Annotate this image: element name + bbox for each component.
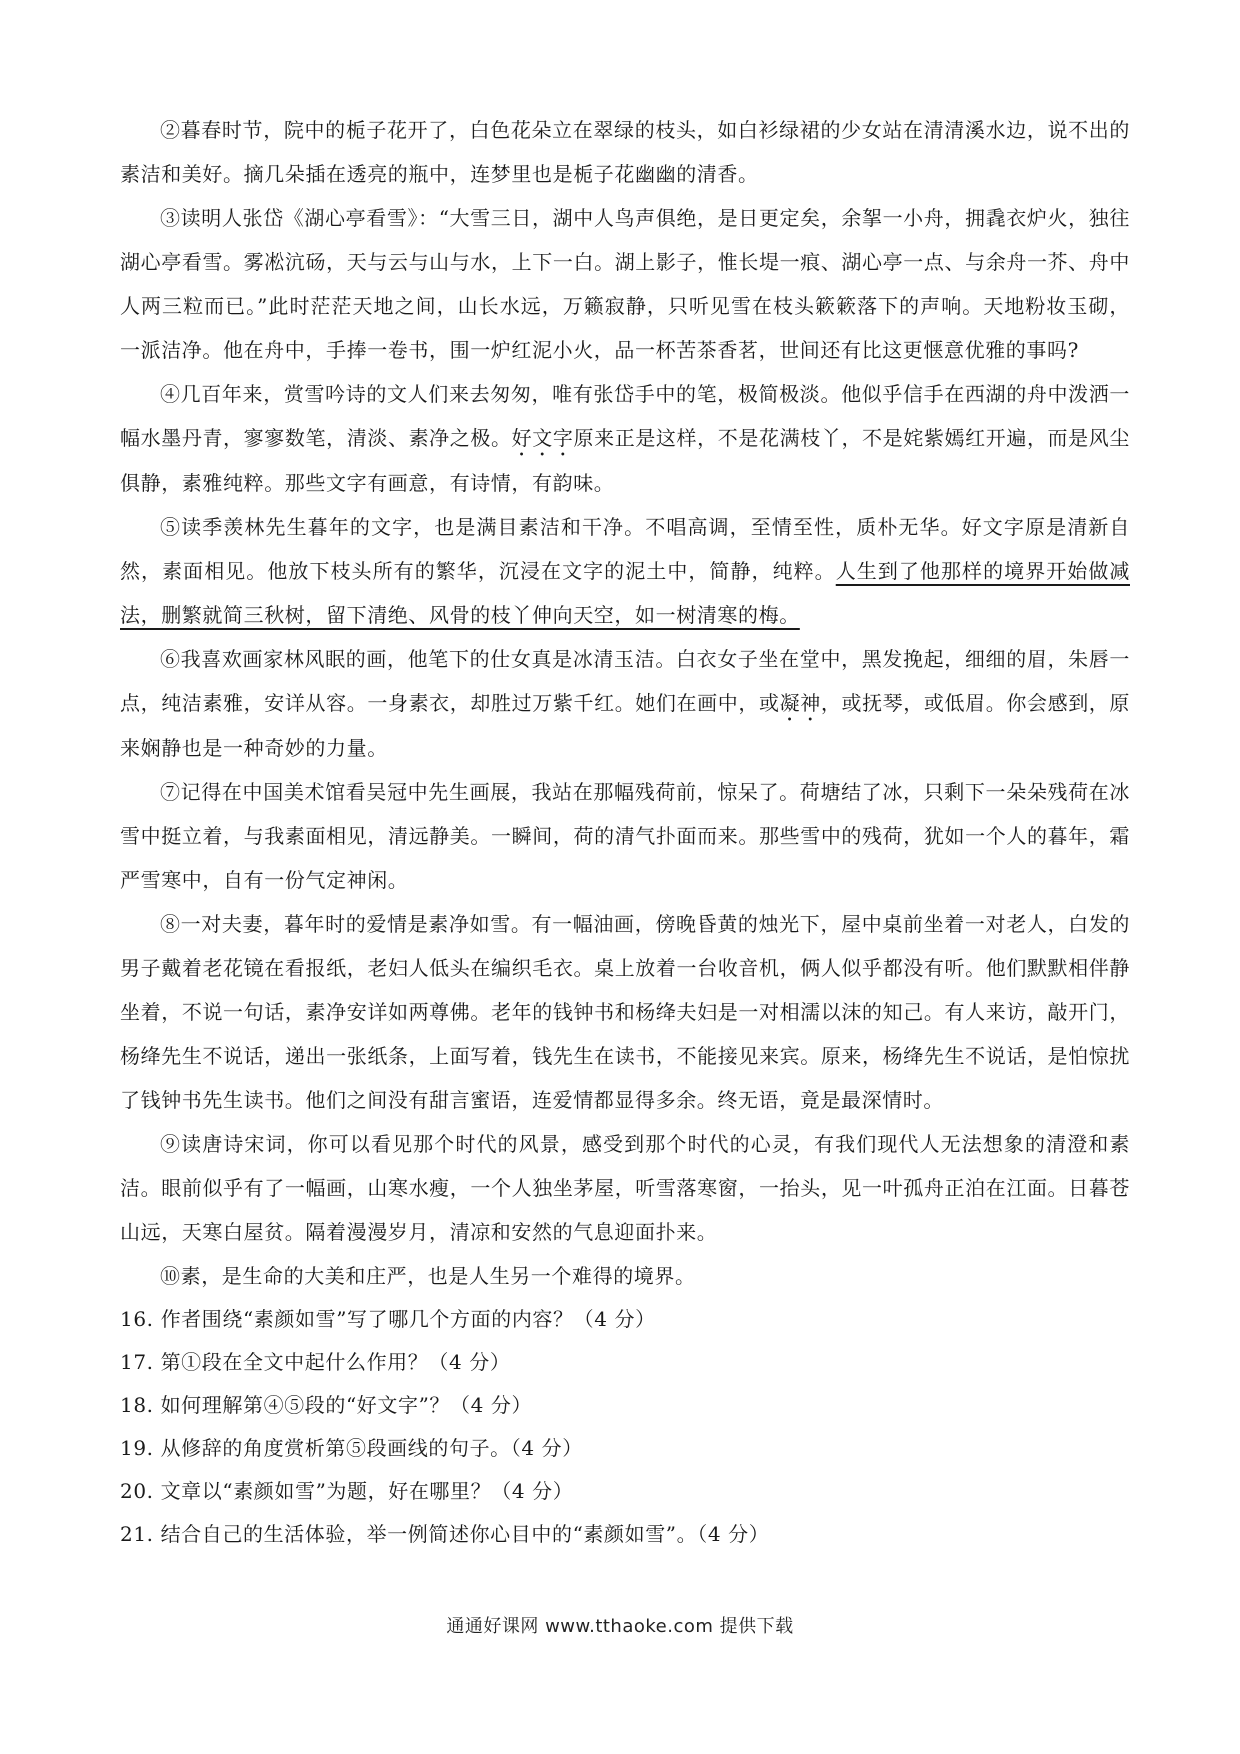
- question-20: 20. 文章以“素颜如雪”为题，好在哪里？（4 分）: [120, 1479, 574, 1503]
- question-18: 18. 如何理解第④⑤段的“好文字”？（4 分）: [120, 1393, 533, 1417]
- paragraph-9: [120, 1122, 1130, 1254]
- paragraph-3-text: ③读明人张岱《湖心亭看雪》：“大雪三日，湖中人鸟声俱绝，是日更定矣，余挐一小舟，拥毳衣炉火，独往湖心亭看雪。雾凇沆砀，天与云与山与水，上下一白。湖上影子，惟长堤一痕、湖心亭一点、与余舟一芥、舟中人两三粒而已。”此时茫茫天地之间，山长水远，万籁寂静，只听见雪在枝头簌簌落下的声响。天地粉妆玉砌，一派洁净。他在舟中，手捧一卷书，围一炉红泥小火，品一杯苦茶香茗，世间还有比这更惬意优雅的事吗?: [120, 206, 1130, 362]
- dotted-emphasis: 好文字: [511, 426, 574, 450]
- paragraph-8-text: ⑧一对夫妻，暮年时的爱情是素净如雪。有一幅油画，傍晚昏黄的烛光下，屋中桌前坐着一对老人，白发的男子戴着老花镜在看报纸，老妇人低头在编织毛衣。桌上放着一台收音机，俩人似乎都没有听。他们默默相伴静坐着，不说一句话，素净安详如两尊佛。老年的钱钟书和杨绛夫妇是一对相濡以沫的知己。有人来访，敲开门，杨绛先生不说话，递出一张纸条，上面写着，钱先生在读书，不能接见来宾。原来，杨绛先生不说话，是怕惊扰了钱钟书先生读书。他们之间没有甜言蜜语，连爱情都显得多余。终无语，竟是最深情时。: [120, 912, 1130, 1112]
- paragraph-5: [120, 505, 1130, 637]
- question-19: 19. 从修辞的角度赏析第⑤段画线的句子。（4 分）: [120, 1436, 583, 1460]
- paragraph-10: [120, 1254, 1130, 1298]
- question-17: 17. 第①段在全文中起什么作用？（4 分）: [120, 1350, 511, 1374]
- paragraph-10-text: ⑩素，是生命的大美和庄严，也是人生另一个难得的境界。: [160, 1264, 696, 1288]
- paragraph-4-text-start: ④几百年来，赏雪吟诗的文人们来去匆匆，唯有张岱手中的笔，极简极淡。他似乎信手在西湖的舟中泼洒一幅水墨丹青，寥寥数笔，清淡、素净之极。: [120, 382, 1130, 450]
- paragraph-4: [120, 372, 1130, 505]
- question-21: 21. 结合自己的生活体验，举一例简述你心目中的“素颜如雪”。（4 分）: [120, 1522, 770, 1546]
- paragraph-7-text: ⑦记得在中国美术馆看吴冠中先生画展，我站在那幅残荷前，惊呆了。荷塘结了冰，只剩下一朵朵残荷在冰雪中挺立着，与我素面相见，清远静美。一瞬间，荷的清气扑面而来。那些雪中的残荷，犹如一个人的暮年，霜严雪寒中，自有一份气定神闲。: [120, 780, 1130, 892]
- document-page: [120, 108, 1130, 1556]
- paragraph-8: [120, 902, 1130, 1122]
- paragraph-5-text: ⑤读季羡林先生暮年的文字，也是满目素洁和干净。不唱高调，至情至性，质朴无华。好文字原是清新自然，素面相见。他放下枝头所有的繁华，沉浸在文字的泥土中，简静，纯粹。: [120, 515, 1130, 583]
- dotted-emphasis: 凝神: [779, 691, 821, 715]
- paragraph-6-text-start: ⑥我喜欢画家林风眠的画，他笔下的仕女真是冰清玉洁。白衣女子坐在堂中，黑发挽起，细细的眉，朱唇一点，纯洁素雅，安详从容。一身素衣，却胜过万紫千红。她们在画中，或: [120, 647, 1130, 715]
- paragraph-2-text: ②暮春时节，院中的栀子花开了，白色花朵立在翠绿的枝头，如白衫绿裙的少女站在清清溪水边，说不出的素洁和美好。摘几朵插在透亮的瓶中，连梦里也是栀子花幽幽的清香。: [120, 118, 1130, 186]
- underlined-sentence: 人生到了他那样的境界开始做减法，删繁就简三秋树，留下清绝、风骨的枝丫伸向天空，如一树清寒的梅。: [120, 559, 1130, 627]
- question-16: 16. 作者围绕“素颜如雪”写了哪几个方面的内容？（4 分）: [120, 1307, 656, 1331]
- paragraph-6: [120, 637, 1130, 770]
- paragraph-4-text-end: 原来正是这样，不是花满枝丫，不是姹紫嫣红开遍，而是风尘俱静，素雅纯粹。那些文字有画意，有诗情，有韵味。: [120, 426, 1130, 495]
- question-list: [120, 1298, 1130, 1556]
- paragraph-2: [120, 108, 1130, 196]
- paragraph-7: [120, 770, 1130, 902]
- paragraph-9-text: ⑨读唐诗宋词，你可以看见那个时代的风景，感受到那个时代的心灵，有我们现代人无法想象的清澄和素洁。眼前似乎有了一幅画，山寒水瘦，一个人独坐茅屋，听雪落寒窗，一抬头，见一叶孤舟正泊在江面。日暮苍山远，天寒白屋贫。隔着漫漫岁月，清凉和安然的气息迎面扑来。: [120, 1132, 1130, 1244]
- page-footer: 通通好课网 www.tthaoke.com 提供下载: [446, 1616, 794, 1637]
- paragraph-6-text-end: ，或抚琴，或低眉。你会感到，原来娴静也是一种奇妙的力量。: [120, 691, 1131, 760]
- paragraph-3: [120, 196, 1130, 372]
